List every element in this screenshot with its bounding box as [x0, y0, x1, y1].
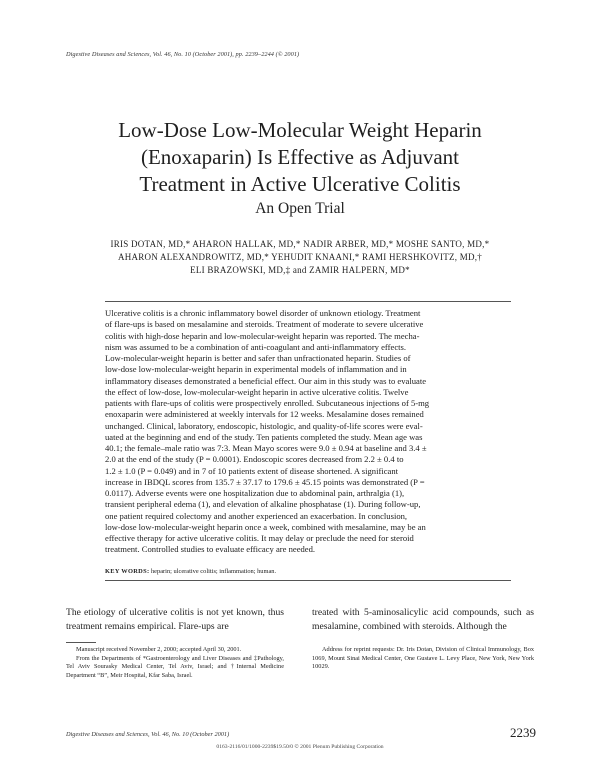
abstract-line: Ulcerative colitis is a chronic inflammatory bowel disorder of unknown etiology. Treatment — [105, 308, 421, 318]
title-line: Low-Dose Low-Molecular Weight Heparin — [118, 118, 482, 142]
running-head: Digestive Diseases and Sciences, Vol. 46, No. 10 (October 2001), pp. 2239–2244 (© 2001) — [66, 51, 300, 58]
abstract-line: 1.2 ± 1.0 (P = 0.049) and in 7 of 10 patients extent of disease shortened. A significant — [105, 465, 399, 476]
abstract-line: transient peripheral edema (1), and elevation of alkaline phosphatase (1). During follow-up, — [105, 499, 421, 510]
body-column-left: The etiology of ulcerative colitis is not yet known, thus treatment remains empirical. Flare-ups are — [66, 607, 284, 632]
footnote-rule — [66, 642, 96, 643]
abstract-line: patients with flare-ups of colitis were prospectively enrolled. Subcutaneous injections of 5-mg — [105, 398, 430, 408]
abstract-line: enoxaparin were administered at weekly intervals for 12 weeks. Mesalamine doses remained — [105, 409, 424, 420]
abstract-line: 40.1; the female–male ratio was 7:3. Mean Mayo scores were 9.0 ± 0.94 at baseline and 3.4 ± — [105, 443, 427, 453]
abstract-line: one patient required colectomy and another experienced an exacerbation. In conclusion, — [105, 510, 408, 521]
abstract-line: Low-molecular-weight heparin is better and safer than unfractionated heparin. Studies of — [105, 353, 411, 363]
author-line: IRIS DOTAN, MD,* AHARON HALLAK, MD,* NADIR ARBER, MD,* MOSHE SANTO, MD,* — [110, 239, 490, 249]
page-number: 2239 — [510, 725, 536, 740]
footnote-reprint: Address for reprint requests: Dr. Iris Dotan, Division of Clinical Immunology, Box 1069, Mount Sinai Medical Center, One Gustave L. Levy Place, New York, New York 10029. — [312, 646, 534, 670]
abstract — [105, 308, 511, 556]
abstract-bottom-rule — [105, 580, 511, 581]
keywords-label: KEY WORDS: — [105, 568, 150, 575]
abstract-line: low-dose low-molecular-weight heparin in experimental models of inflammation and in — [105, 364, 407, 375]
abstract-line: nism was assumed to be a combination of anti-coagulant and anti-inflammatory effects. — [105, 341, 407, 352]
footnote-received: Manuscript received November 2, 2000; accepted April 30, 2001. — [76, 646, 242, 653]
abstract-line: uated at the beginning and end of the study. Ten patients completed the study. Mean age was — [105, 431, 423, 442]
footer-journal: Digestive Diseases and Sciences, Vol. 46, No. 10 (October 2001) — [66, 731, 230, 738]
abstract-line: 0.0117). Adverse events were one hospitalization due to abdominal pain, arthralgia (1), — [105, 488, 405, 498]
abstract-line: of flare-ups is based on mesalamine and steroids. Treatment of moderate to severe ulcerative — [105, 319, 424, 330]
footnote-right — [312, 646, 534, 672]
abstract-line: unchanged. Clinical, laboratory, endoscopic, histologic, and quality-of-life scores were eval- — [105, 420, 423, 431]
abstract-line: effective therapy for active ulcerative colitis. It may delay or preclude the need for steroid — [105, 533, 414, 543]
abstract-line: inflammatory diseases demonstrated a beneficial effect. Our aim in this study was to evaluate — [105, 375, 427, 386]
abstract-line: colitis with high-dose heparin and low-molecular-weight heparin was reported. The mecha- — [105, 330, 420, 341]
author-line: ELI BRAZOWSKI, MD,‡ and ZAMIR HALPERN, MD* — [190, 265, 410, 275]
footnote-left — [66, 646, 284, 680]
abstract-line: the effect of low-dose, low-molecular-weight heparin in active ulcerative colitis. Twelve — [105, 386, 409, 397]
abstract-line: treatment. Controlled studies to evaluate efficacy are needed. — [105, 544, 316, 555]
article-subtitle: An Open Trial — [255, 200, 345, 217]
abstract-top-rule — [105, 301, 511, 302]
footer-issn: 0163-2116/01/1000-2239$19.50/0 © 2001 Plenum Publishing Corporation — [216, 744, 384, 750]
keywords — [105, 568, 276, 575]
keywords-text: heparin; ulcerative colitis; inflammation; human. — [150, 568, 277, 575]
title-line: Treatment in Active Ulcerative Colitis — [139, 172, 461, 196]
author-line: AHARON ALEXANDROWITZ, MD,* YEHUDIT KNAANI,* RAMI HERSHKOVITZ, MD,† — [118, 252, 482, 262]
abstract-line: low-dose low-molecular-weight heparin once a week, combined with mesalamine, may be an — [105, 521, 426, 532]
author-list — [60, 238, 540, 277]
footnote-affiliations: From the Departments of *Gastroenterology and Liver Diseases and ‡Pathology, Tel Aviv Sourasky Medical Center, Tel Aviv, Israel; and †Internal Medicine Department “B”, Meir Hospital, Kfar Saba, Israel. — [66, 654, 284, 679]
abstract-line: 2.0 at the end of the study (P = 0.0001). Endoscopic scores decreased from 2.2 ± 0.4 to — [105, 454, 404, 465]
abstract-line: increase in IBDQL scores from 135.7 ± 37.17 to 179.6 ± 45.15 points was demonstrated (P = — [105, 476, 425, 487]
body-column-right: treated with 5-aminosalicylic acid compounds, such as mesalamine, combined with steroids. Although the — [312, 607, 534, 632]
title-line: (Enoxaparin) Is Effective as Adjuvant — [140, 145, 459, 169]
article-title — [40, 117, 560, 198]
